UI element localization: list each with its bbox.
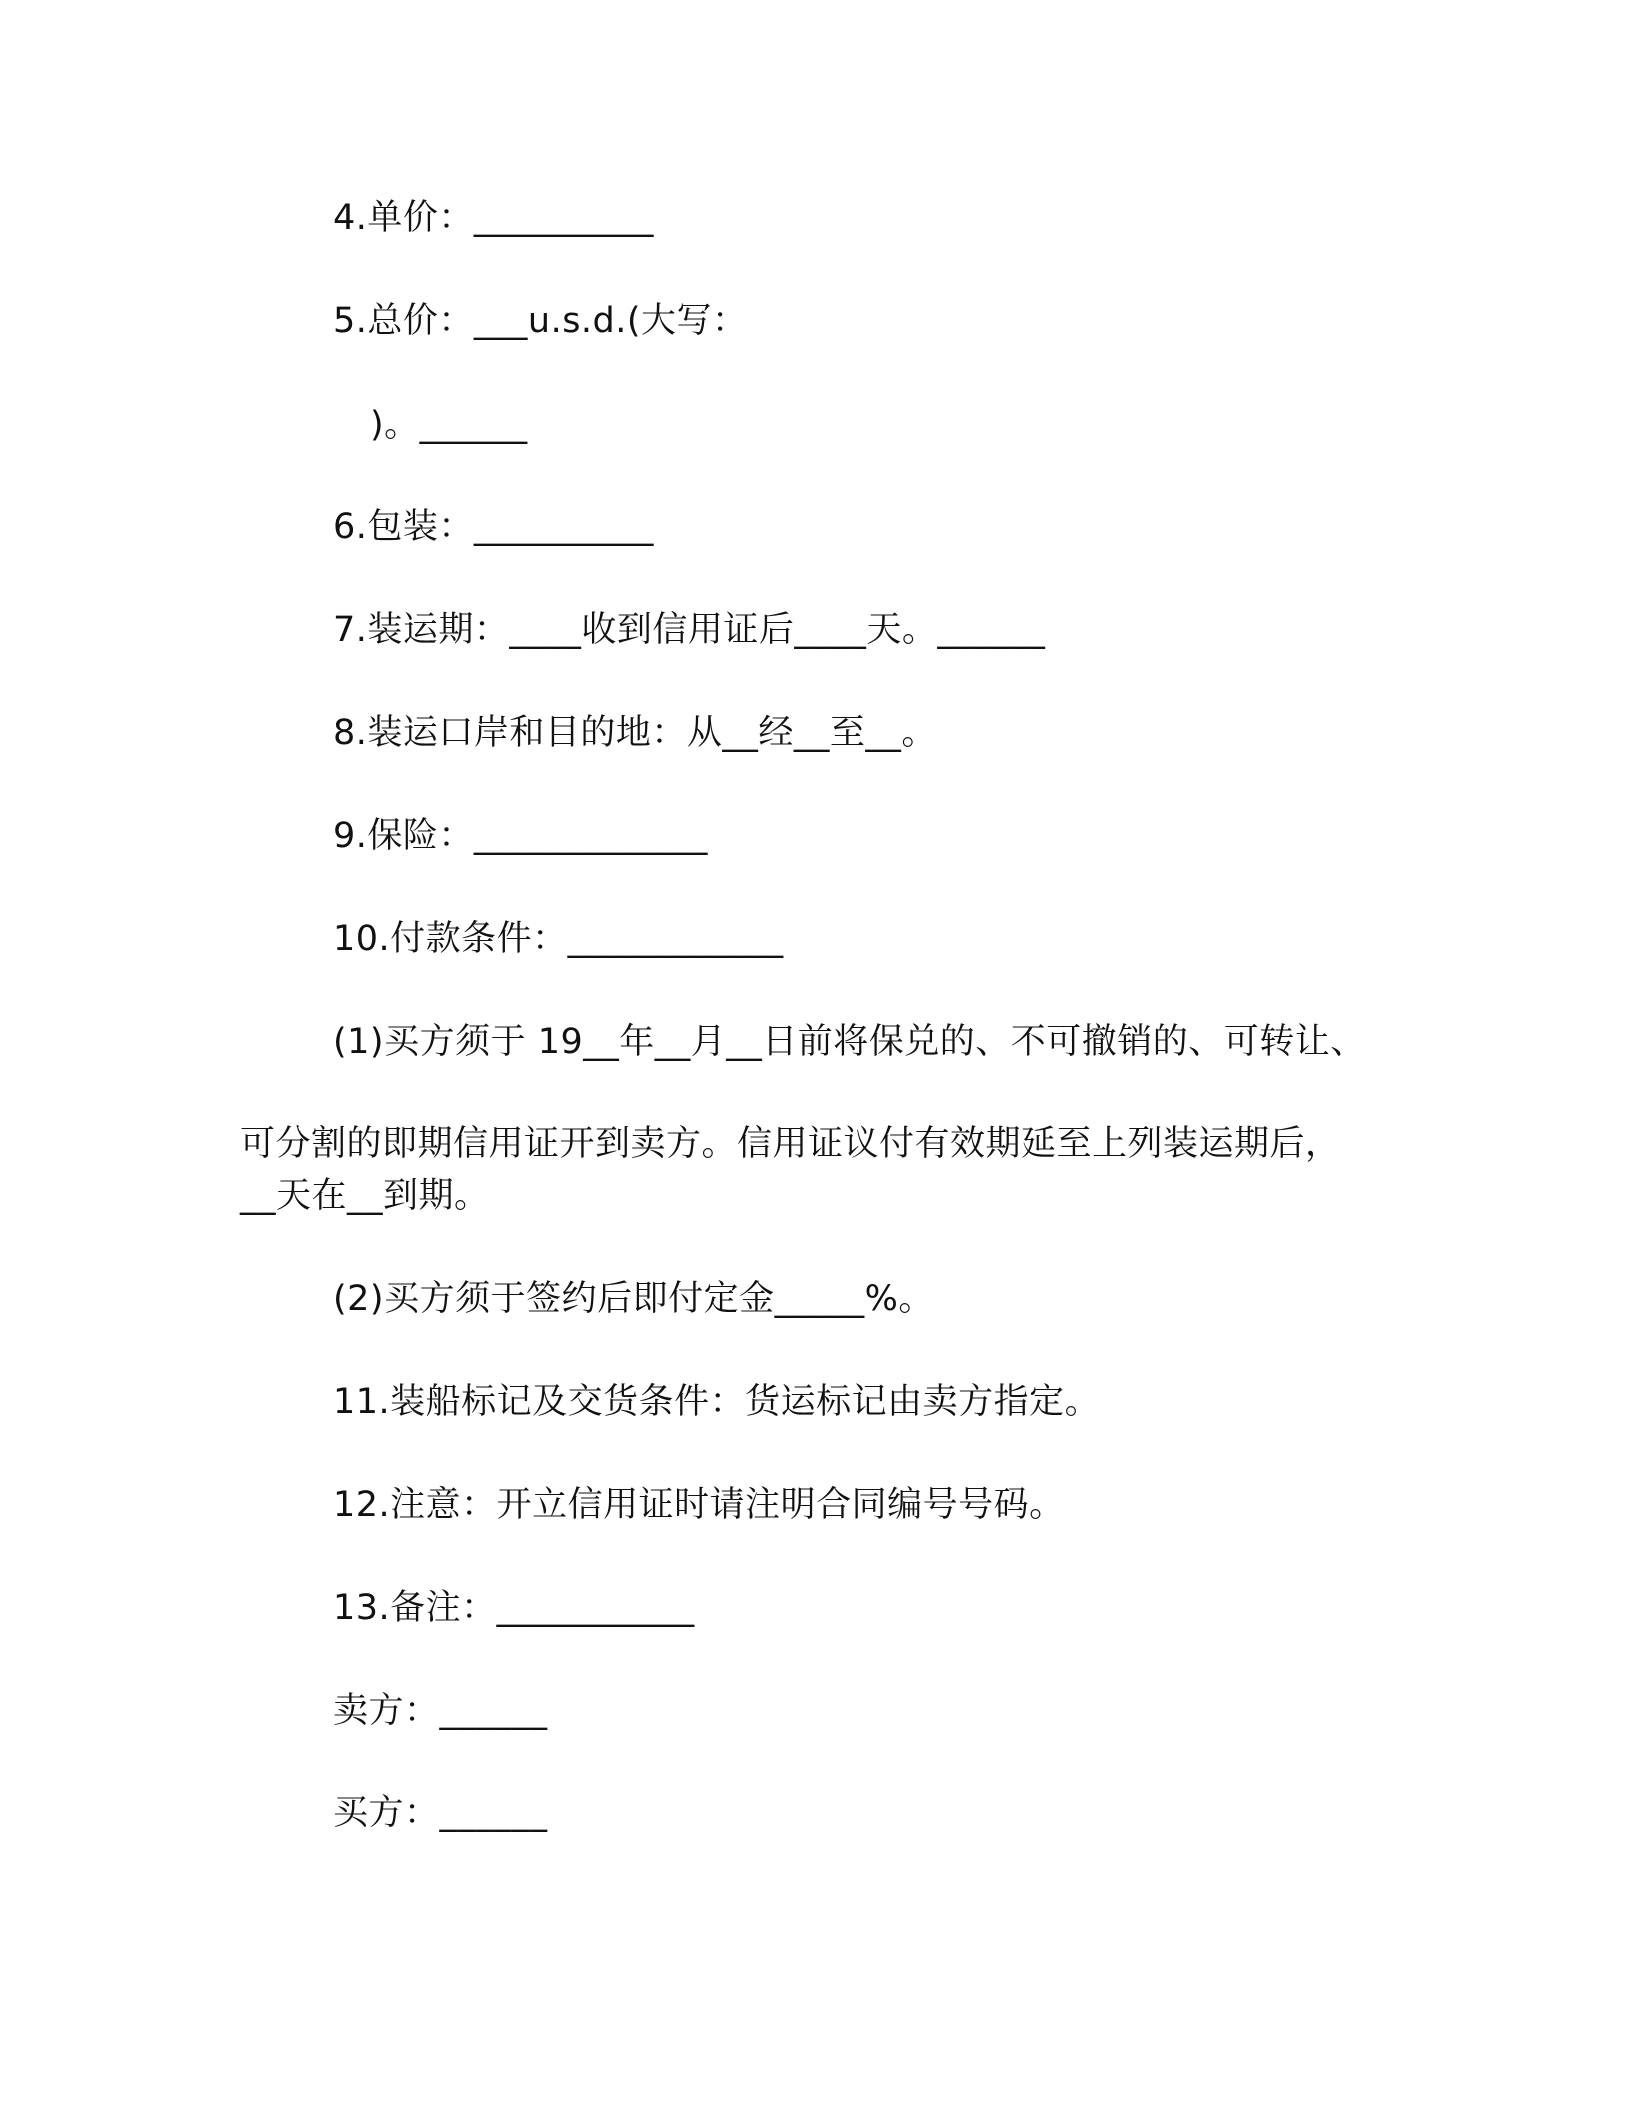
total-price-line: 5.总价：___u.s.d.(大写： bbox=[333, 301, 748, 341]
insurance-line: 9.保险：_____________ bbox=[333, 816, 708, 856]
buyer-line: 买方：______ bbox=[333, 1793, 548, 1833]
payment-clause-1-expiry-line: __天在__到期。 bbox=[240, 1176, 490, 1216]
payment-clause-2-line: (2)买方须于签约后即付定金_____%。 bbox=[333, 1279, 934, 1319]
payment-terms-line: 10.付款条件：____________ bbox=[333, 919, 784, 959]
payment-clause-1-line: (1)买方须于 19__年__月__日前将保兑的、不可撤销的、可转让、 bbox=[333, 1022, 1366, 1062]
note-line: 12.注意：开立信用证时请注明合同编号号码。 bbox=[333, 1485, 1065, 1525]
total-price-continuation-line: )。______ bbox=[370, 405, 528, 445]
remarks-line: 13.备注：___________ bbox=[333, 1588, 695, 1628]
shipment-period-line: 7.装运期：____收到信用证后____天。______ bbox=[333, 610, 1046, 650]
payment-clause-1-continuation-line: 可分割的即期信用证开到卖方。信用证议付有效期延至上列装运期后， bbox=[240, 1124, 1341, 1164]
port-destination-line: 8.装运口岸和目的地：从__经__至__。 bbox=[333, 713, 937, 753]
seller-line: 卖方：______ bbox=[333, 1691, 548, 1731]
shipping-marks-line: 11.装船标记及交货条件：货运标记由卖方指定。 bbox=[333, 1382, 1101, 1422]
unit-price-line: 4.单价：__________ bbox=[333, 198, 654, 238]
packing-line: 6.包装：__________ bbox=[333, 507, 654, 547]
